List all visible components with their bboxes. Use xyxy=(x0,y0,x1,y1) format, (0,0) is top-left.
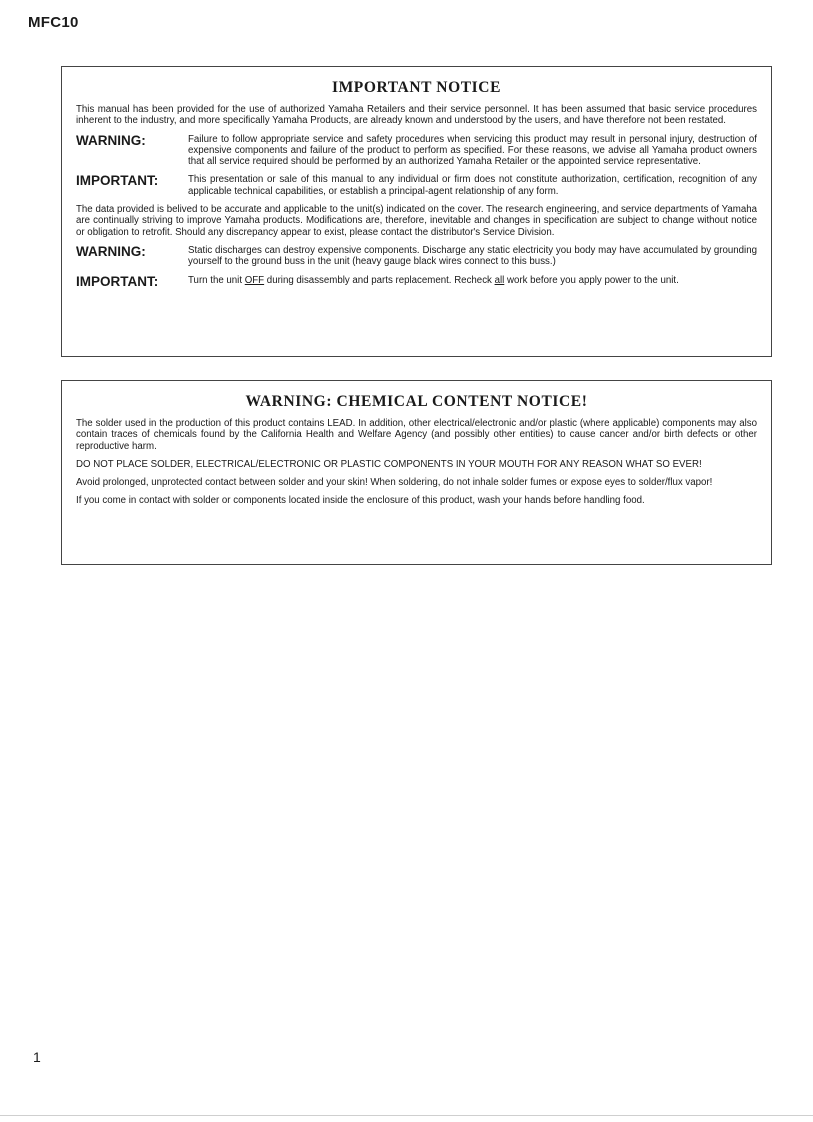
warning-label: WARNING: xyxy=(76,132,146,148)
chemical-paragraph-1: The solder used in the production of this product contains LEAD. In addition, other electrical/electronic and/or plastic (where applicable) components may also contain traces of chemicals found by the California Health and Welfare Agency (and possibly other entities) to cause cancer and/or birth defects or other reproductive harm. xyxy=(76,418,757,452)
warning-block-2 xyxy=(76,245,757,268)
important-label: IMPORTANT: xyxy=(76,173,159,189)
data-paragraph: The data provided is belived to be accurate and applicable to the unit(s) indicated on the cover. The research engineering, and service departments of Yamaha are continually striving to improve Yamaha products. Modifications are, therefore, inevitable and changes in specification are subject to change without notice or obligation to retrofit. Should any discrepancy appear to exist, please contact the distributor's Service Division. xyxy=(76,204,757,238)
warning-label: WARNING: xyxy=(76,243,146,259)
underlined-all: all xyxy=(494,274,505,286)
chemical-paragraph-2: DO NOT PLACE SOLDER, ELECTRICAL/ELECTRONIC OR PLASTIC COMPONENTS IN YOUR MOUTH FOR ANY REASON WHAT SO EVER! xyxy=(76,458,702,470)
important-block-2 xyxy=(76,275,757,288)
intro-paragraph: This manual has been provided for the use of authorized Yamaha Retailers and their service personnel. It has been assumed that basic service procedures inherent to the industry, and more specifically Yamaha Products, are already known and understood by the users, and have therefore not been restated. xyxy=(76,104,757,127)
chemical-notice-box xyxy=(61,380,772,565)
important-notice-box xyxy=(61,66,772,357)
important-notice-title: IMPORTANT NOTICE xyxy=(331,79,502,96)
text-segment: work before you apply power to the unit. xyxy=(504,274,679,286)
warning-text: Static discharges can destroy expensive components. Discharge any static electricity you body may have accumulated by grounding yourself to the ground buss in the unit (heavy gauge black wires connect to this buss.) xyxy=(188,244,757,268)
warning-block-1 xyxy=(76,134,757,168)
page-header-model: MFC10 xyxy=(28,14,79,31)
important-label: IMPORTANT: xyxy=(76,273,159,289)
chemical-paragraph-3: Avoid prolonged, unprotected contact between solder and your skin! When soldering, do not inhale solder fumes or expose eyes to solder/flux vapor! xyxy=(76,477,713,489)
text-segment: Turn the unit xyxy=(188,274,245,286)
important-block-1 xyxy=(76,174,757,197)
important-text: This presentation or sale of this manual to any individual or firm does not constitute authorization, certification, recognition of any applicable technical capabilities, or establish a principal-agent relationship of any form. xyxy=(188,174,757,197)
bottom-rule xyxy=(0,1115,813,1116)
text-segment: during disassembly and parts replacement. Recheck xyxy=(264,274,495,286)
chemical-paragraph-4: If you come in contact with solder or components located inside the enclosure of this product, wash your hands before handling food. xyxy=(76,495,645,507)
page-number: 1 xyxy=(33,1049,41,1065)
warning-text: Failure to follow appropriate service and safety procedures when servicing this product may result in personal injury, destruction of expensive components and failure of the product to perform as specified. For these reasons, we advise all Yamaha product owners that all service required should be performed by an authorized Yamaha Retailer or the appointed service representative. xyxy=(188,133,757,168)
important-text xyxy=(188,275,757,286)
chemical-notice-title: WARNING: CHEMICAL CONTENT NOTICE! xyxy=(245,393,588,410)
underlined-off: OFF xyxy=(244,274,265,286)
